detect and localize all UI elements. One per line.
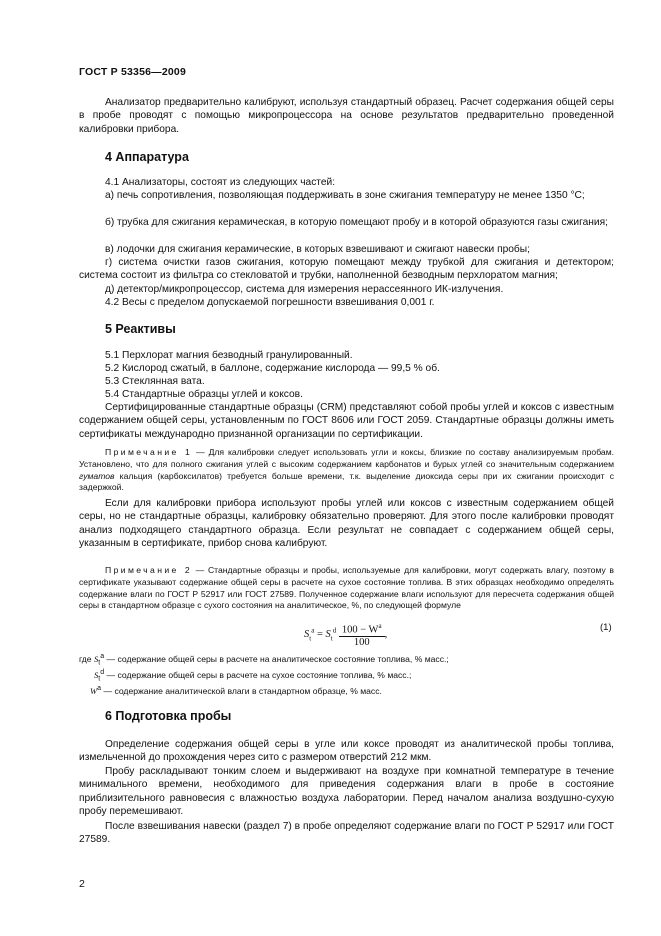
legend-1-sub: t <box>98 659 101 667</box>
section-6-title: 6 Подготовка пробы <box>105 709 232 723</box>
s4-b <box>79 216 614 229</box>
legend-2-sub: t <box>98 675 101 683</box>
legend-1-symbol: S <box>93 653 99 664</box>
legend-3 <box>79 683 614 698</box>
s6-p3-text: После взвешивания навески (раздел 7) в пробе определяют содержание влаги по ГОСТ Р 52917 или ГОСТ 27589. <box>79 821 614 846</box>
s5-crm-text: Сертифицированные стандартные образцы (CRM) представляют собой пробы углей и коксов с известным содержанием общей серы, установленным по ГОСТ 8606 или ГОСТ 2059. Стандартные образцы должны иметь сертификаты международно признанной организации по сертификации. <box>79 402 614 440</box>
formula-1 <box>304 622 387 648</box>
legend-3-symbol: W <box>90 685 98 696</box>
s5-calibration <box>79 497 614 551</box>
s5-p1-text: 5.1 Перхлорат магния безводный гранулированный. <box>105 350 353 361</box>
s5-p2 <box>79 362 614 375</box>
s4-d-text: д) детектор/микропроцессор, система для измерения нерассеянного ИК-излучения. <box>105 284 504 295</box>
legend-2-sup: d <box>100 669 105 676</box>
s4-d <box>79 283 614 296</box>
s5-p2-text: 5.2 Кислород сжатый, в баллоне, содержание кислорода — 99,5 % об. <box>105 363 440 374</box>
s4-p2 <box>79 296 614 309</box>
s4-p1 <box>79 176 614 189</box>
section-5-title: 5 Реактивы <box>105 322 176 336</box>
legend-1-text: — содержание общей серы в расчете на аналитическое состояние топлива, % масс.; <box>104 653 449 664</box>
document-header: ГОСТ Р 53356—2009 <box>79 66 187 78</box>
s4-a <box>79 189 614 202</box>
s6-p2-text: Пробу раскладывают тонким слоем и выдерживают на воздухе при комнатной температуре в течение минимального времени, необходимого для приведения содержания влаги в пробе в состояние приблизительного равновесия с влажностью воздуха лаборатории. Перед началом анализа воздушно-сухую пробу перемешивают. <box>79 766 614 818</box>
legend-3-text: — содержание аналитической влаги в стандартном образце, % масс. <box>101 685 382 696</box>
note-1-text-b: кальция (карбоксилатов) требуется больше времени, т.к. выделение диоксида серы при их сжигании происходит с задержкой. <box>79 470 614 493</box>
note-1-label: Примечание 1 <box>105 447 193 457</box>
document-page <box>79 0 614 936</box>
note-1-italic: гуматов <box>79 470 115 481</box>
formula-rhs-sup: d <box>332 626 337 635</box>
legend-2-text: — содержание общей серы в расчете на сухое состояние топлива, % масс.; <box>104 669 412 680</box>
note-2-label: Примечание 2 <box>105 565 192 575</box>
formula-fraction <box>339 622 385 648</box>
page-number: 2 <box>79 878 85 890</box>
s4-b-text: б) трубка для сжигания керамическая, в которую помещают пробу и в которой образуются газы сжигания; <box>105 217 608 228</box>
section-4-title: 4 Аппаратура <box>105 150 189 164</box>
equation-number: (1) <box>600 622 612 633</box>
formula-num-sup: a <box>378 622 382 630</box>
s4-v-text: в) лодочки для сжигания керамические, в которых взвешивают и сжигают навески пробы; <box>105 244 530 255</box>
s5-p3-text: 5.3 Стеклянная вата. <box>105 376 205 387</box>
s5-calibration-text: Если для калибровки прибора используют пробы углей или коксов с известным содержанием общей серы, но не стандартные образцы, калибровку обязательно проверяют. Для этого после калибровки проводят анализ подходящего стандартного образца. Если результат не совпадает с содержанием общей серы, указанным в сертификате, прибор снова калибруют. <box>79 498 614 550</box>
note-2-text: — Стандартные образцы и пробы, используемые для калибровки, могут содержать влагу, поэтому в сертификате указывают содержание общей серы в расчете на сухое состояние топлива. В этих образцах необходимо определять содержание влаги по ГОСТ Р 52917 или ГОСТ 27589. Полученное содержание влаги используют для пересчета содержания общей серы в стандартном образце с сухого состояния на аналитическое, %, по следующей формуле <box>79 565 614 611</box>
formula-rhs: S <box>325 629 331 641</box>
formula-lhs-sub: t <box>309 634 312 643</box>
s4-v <box>79 243 614 256</box>
legend-1-sup: a <box>100 653 105 660</box>
formula-numerator <box>339 622 385 637</box>
note-1 <box>79 447 614 494</box>
note-2 <box>79 565 614 612</box>
s4-p1-text: 4.1 Анализаторы, состоят из следующих частей: <box>105 177 336 188</box>
formula-denominator: 100 <box>353 636 370 648</box>
formula-lhs-sup: a <box>311 626 315 635</box>
s5-p4 <box>79 388 614 401</box>
s5-p4-text: 5.4 Стандартные образцы углей и коксов. <box>105 389 303 400</box>
formula-tail: , <box>384 629 388 641</box>
intro-text: Анализатор предварительно калибруют, используя стандартный образец. Расчет содержания общей серы в пробе проводят с помощью микропроцессора на основе результатов предварительно проведенной калибровки прибора. <box>79 97 614 135</box>
s5-crm <box>79 401 614 441</box>
formula-eq: = <box>314 629 326 641</box>
s6-p1 <box>79 738 614 765</box>
legend-where: где <box>79 653 92 664</box>
s6-p3 <box>79 820 614 847</box>
legend-2-symbol: S <box>94 669 99 680</box>
s4-p2-text: 4.2 Весы с пределом допускаемой погрешности взвешивания 0,001 г. <box>105 297 435 308</box>
formula-lhs: S <box>304 629 310 641</box>
s6-p1-text: Определение содержания общей серы в угле или коксе проводят из аналитической пробы топлива, измельченной до прохождения через сито с размером отверстий 212 мкм. <box>79 739 614 764</box>
s6-p2 <box>79 765 614 819</box>
legend-3-sup: a <box>97 685 102 692</box>
s5-p1 <box>79 349 614 362</box>
formula-num-text: 100 − W <box>341 624 379 636</box>
intro-paragraph <box>79 96 614 136</box>
formula-rhs-sub: t <box>330 634 333 643</box>
s4-a-text: а) печь сопротивления, позволяющая поддерживать в зоне сжигания температуру не менее 1350 °С; <box>105 190 585 201</box>
s5-p3 <box>79 375 614 388</box>
note-1-text-a: — Для калибровки следует использовать угли и коксы, близкие по составу анализируемым пробам. Установлено, что для полного сжигания углей с высоким содержанием карбонатов и бурых углей со значительным содержанием <box>79 447 615 469</box>
s4-g-text: г) система очистки газов сжигания, которую помещают между трубкой для сжигания и детектором; система состоит из фильтра со стекловатой и трубки, наполненной безводным перхлоратом магния; <box>79 257 614 282</box>
s4-g <box>79 256 614 283</box>
